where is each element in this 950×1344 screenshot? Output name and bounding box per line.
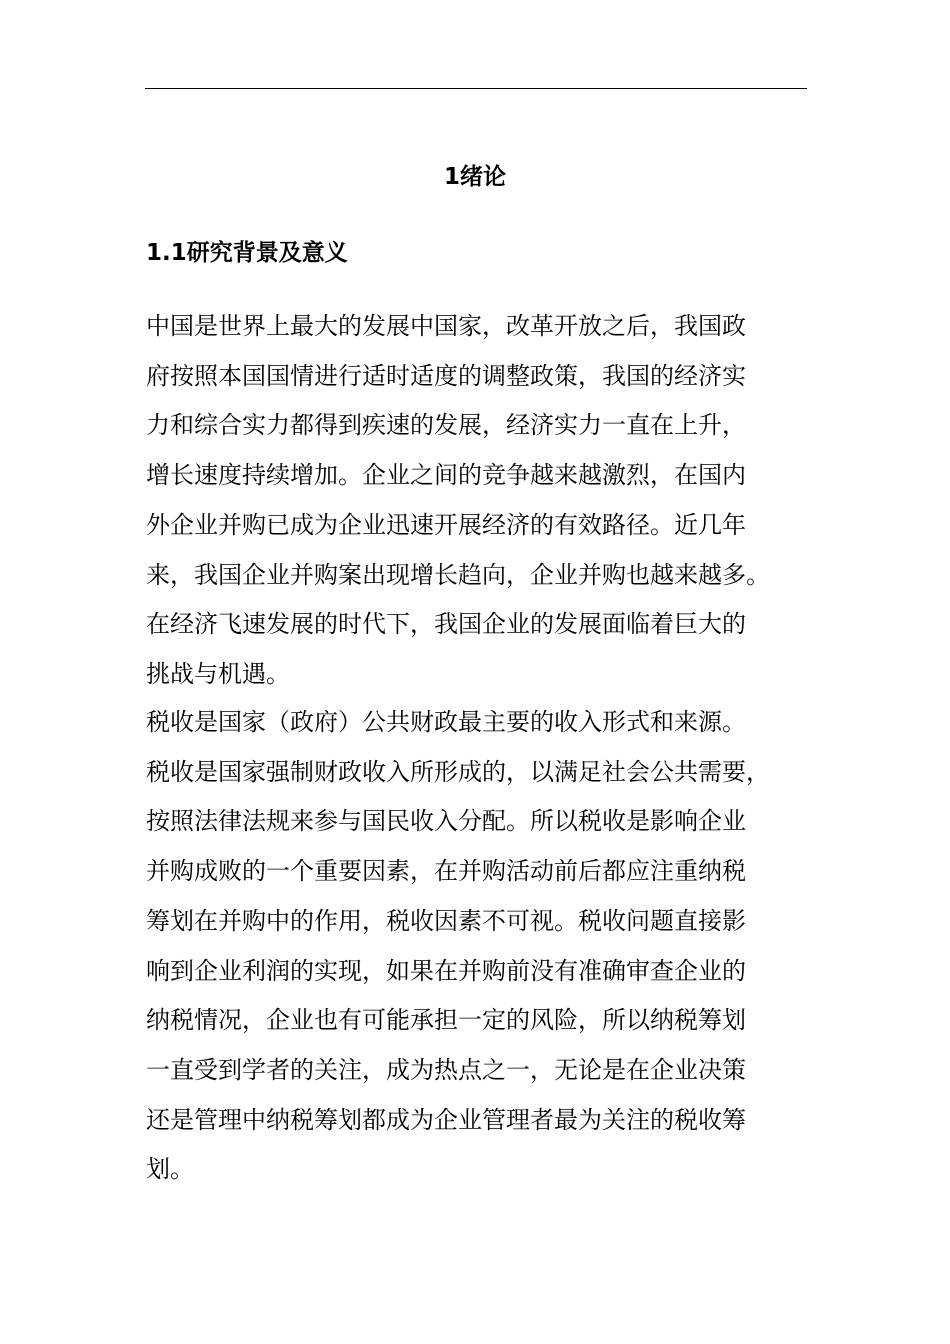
paragraph-line: 力和综合实力都得到疾速的发展，经济实力一直在上升， — [146, 411, 746, 440]
paragraph-line: 中国是世界上最大的发展中国家，改革开放之后，我国政 — [146, 312, 746, 340]
paragraph-line: 在经济飞速发展的时代下，我国企业的发展面临着巨大的 — [146, 610, 746, 639]
paragraph-line: 来，我国企业并购案出现增长趋向，企业并购也越来越多。 — [146, 560, 770, 589]
paragraph-line: 府按照本国国情进行适时适度的调整政策，我国的经济实 — [146, 361, 746, 390]
paragraph-line: 增长速度持续增加。企业之间的竞争越来越激烈，在国内 — [146, 461, 746, 490]
header-rule — [145, 88, 807, 89]
paragraph-line: 响到企业利润的实现，如果在并购前没有准确审查企业的 — [146, 956, 746, 985]
paragraph-line: 挑战与机遇。 — [146, 659, 290, 688]
paragraph-line: 一直受到学者的关注，成为热点之一，无论是在企业决策 — [146, 1055, 746, 1084]
paragraph-background — [146, 302, 811, 700]
chapter-title: 1绪论 — [443, 164, 506, 190]
paragraph-line: 按照法律法规来参与国民收入分配。所以税收是影响企业 — [146, 807, 746, 836]
paragraph-line: 税收是国家（政府）公共财政最主要的收入形式和来源。 — [146, 708, 746, 736]
paragraph-line: 筹划在并购中的作用，税收因素不可视。税收问题直接影 — [146, 906, 746, 935]
paragraph-line: 并购成败的一个重要因素，在并购活动前后都应注重纳税 — [146, 857, 746, 886]
paragraph-line: 还是管理中纳税筹划都成为企业管理者最为关注的税收筹 — [146, 1105, 746, 1134]
paragraph-line: 划。 — [146, 1155, 194, 1184]
section-title: 1.1研究背景及意义 — [146, 240, 348, 266]
paragraph-line: 税收是国家强制财政收入所形成的，以满足社会公共需要， — [146, 757, 770, 786]
paragraph-line: 外企业并购已成为企业迅速开展经济的有效路径。近几年 — [146, 510, 746, 539]
paragraph-line: 纳税情况，企业也有可能承担一定的风险，所以纳税筹划 — [146, 1006, 746, 1035]
paragraph-taxation — [146, 698, 811, 1195]
